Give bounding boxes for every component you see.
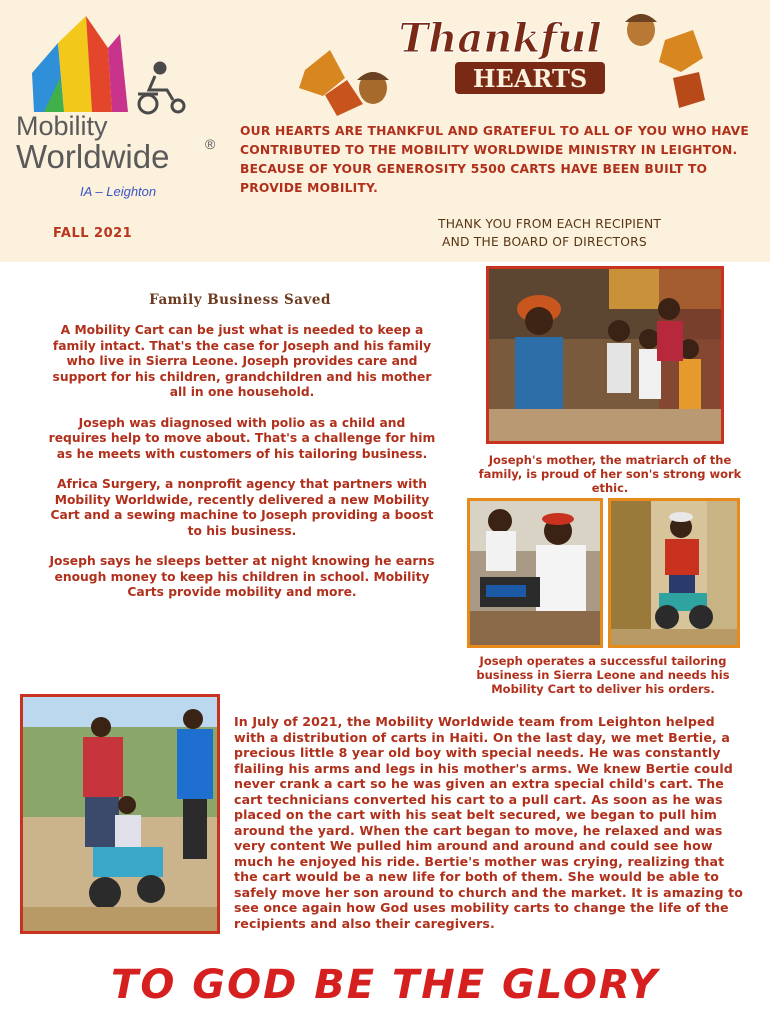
- caption-mother: Joseph's mother, the matriarch of the family, is proud of her son's strong work ethic.: [478, 453, 742, 495]
- photo-tailoring: [467, 498, 603, 648]
- caption-tailoring: Joseph operates a successful tailoring business in Sierra Leone and needs his Mobility Cart to deliver his orders.: [476, 654, 730, 696]
- intro-text: OUR HEARTS ARE THANKFUL AND GRATEFUL TO ALL OF YOU WHO HAVE CONTRIBUTED TO THE MOBILITY WORLDWIDE MINISTRY IN LEIGHTON. BECAUSE OF YOUR GENEROSITY 5500 CARTS HAVE BEEN BUILT TO PROVIDE MOBILITY.: [240, 124, 749, 195]
- banner-word1: Thankful: [398, 15, 602, 62]
- logo-line2: Worldwide: [16, 138, 170, 176]
- photo-haiti-distribution: [20, 694, 220, 934]
- issue-season: FALL 2021: [53, 226, 133, 241]
- thanks-line2: AND THE BOARD OF DIRECTORS: [442, 235, 647, 249]
- cart-user-icon: [138, 63, 184, 113]
- banner-word2: HEARTS: [472, 64, 588, 93]
- article-body: [48, 323, 436, 616]
- photo-cart-user: [608, 498, 740, 648]
- logo-chapter: IA – Leighton: [80, 184, 157, 199]
- thank-you-note: [438, 215, 698, 251]
- logo-line1: Mobility: [16, 111, 108, 141]
- logo-wordmark: [16, 112, 169, 175]
- article-paragraph: Joseph was diagnosed with polio as a child and requires help to move about. That's a challenge for him as he meets with customers of his tailoring business.: [48, 415, 436, 461]
- article-paragraph: Africa Surgery, a nonprofit agency that partners with Mobility Worldwide, recently delivered a new Mobility Cart and a sewing machine to Joseph providing a boost to his business.: [50, 477, 434, 538]
- article-paragraph: A Mobility Cart can be just what is needed to keep a family intact. That's the case for Joseph and his family who live in Sierra Leone. Joseph provides care and support for his children, grandchildren and his mother all in one household.: [52, 323, 432, 399]
- registered-mark: ®: [205, 136, 216, 152]
- article-title: Family Business Saved: [149, 292, 331, 308]
- haiti-story: In July of 2021, the Mobility Worldwide team from Leighton helped with a distribution of carts in Haiti. On the last day, we met Bertie, a precious little 8 year old boy with special needs. He was constantly flailing his arms and legs in his mother's arms. We knew Bertie could never crank a cart so he was given an extra special child's cart. The cart technicians converted his cart to a pull cart. As soon as he was placed on the cart with his seat belt secured, we began to pull him around the yard. When the cart began to move, he relaxed and was very content We pulled him around and around and could see how much he enjoyed his ride. Bertie's mother was crying, realizing that the cart would be a new life for both of them. She would be able to safely move her son around to church and the market. It is amazing to see once again how God uses mobility carts to change the life of the recipients and also their caregivers.: [234, 714, 743, 931]
- article-paragraph: Joseph says he sleeps better at night knowing he earns enough money to keep his children in school. Mobility Carts provide mobility and more.: [49, 554, 435, 599]
- photo-mother-family: [486, 266, 724, 444]
- thankful-hearts-banner: [285, 0, 715, 120]
- thanks-line1: THANK YOU FROM EACH RECIPIENT: [438, 217, 662, 231]
- closing-banner: TO GOD BE THE GLORY: [111, 962, 659, 1008]
